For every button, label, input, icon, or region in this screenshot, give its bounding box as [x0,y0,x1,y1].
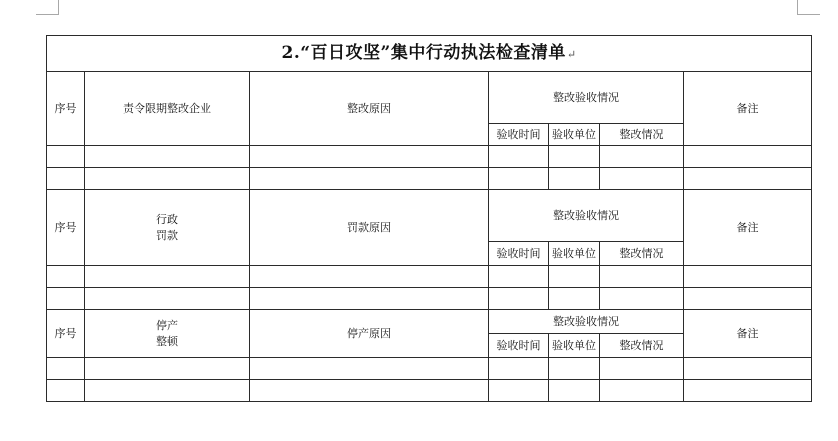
empty-cell[interactable] [600,380,684,402]
empty-cell[interactable] [85,380,250,402]
table-row [47,168,812,190]
empty-cell[interactable] [489,168,549,190]
empty-cell[interactable] [489,358,549,380]
rectify-reason-header-cell[interactable]: 整改原因 [250,72,489,146]
empty-cell[interactable] [549,380,600,402]
page-corner-mark-left-horizontal [36,14,59,15]
inspection-group-header-cell[interactable]: 整改验收情况 [489,190,684,242]
empty-cell[interactable] [549,146,600,168]
seq-header-cell[interactable]: 序号 [47,310,85,358]
acceptance-unit-header-cell[interactable]: 验收单位 [549,124,600,146]
table-row [47,380,812,402]
remarks-header-cell[interactable]: 备注 [684,190,812,266]
acceptance-unit-header-cell[interactable]: 验收单位 [549,242,600,266]
admin-fine-label-line1: 行政 [156,212,178,226]
empty-cell[interactable] [250,168,489,190]
empty-cell[interactable] [489,146,549,168]
empty-cell[interactable] [250,288,489,310]
empty-cell[interactable] [47,146,85,168]
document-title-cell[interactable] [47,36,812,72]
table-row [47,146,812,168]
empty-cell[interactable] [85,358,250,380]
rectify-status-header-cell[interactable]: 整改情况 [600,124,684,146]
remarks-header-cell[interactable]: 备注 [684,310,812,358]
admin-fine-label-line2: 罚款 [156,228,178,242]
empty-cell[interactable] [85,266,250,288]
remarks-header-cell[interactable]: 备注 [684,72,812,146]
empty-cell[interactable] [549,266,600,288]
table-row [47,288,812,310]
empty-cell[interactable] [600,288,684,310]
empty-cell[interactable] [47,168,85,190]
empty-cell[interactable] [250,358,489,380]
paragraph-mark-icon: ↵ [566,47,577,61]
inspection-group-header-cell[interactable]: 整改验收情况 [489,72,684,124]
section1-header-row [47,72,812,124]
page-corner-mark-left-vertical [58,0,59,14]
table-row [47,358,812,380]
empty-cell[interactable] [684,266,812,288]
empty-cell[interactable] [489,380,549,402]
rectify-enterprise-header-cell[interactable]: 责令限期整改企业 [85,72,250,146]
acceptance-time-header-cell[interactable]: 验收时间 [489,242,549,266]
empty-cell[interactable] [600,266,684,288]
suspension-header-cell[interactable] [85,310,250,358]
empty-cell[interactable] [47,380,85,402]
fine-reason-header-cell[interactable]: 罚款原因 [250,190,489,266]
page-corner-mark-right-vertical [797,0,798,14]
seq-header-cell[interactable]: 序号 [47,72,85,146]
empty-cell[interactable] [47,266,85,288]
rectify-status-header-cell[interactable]: 整改情况 [600,242,684,266]
empty-cell[interactable] [489,266,549,288]
empty-cell[interactable] [684,288,812,310]
empty-cell[interactable] [549,168,600,190]
title-row [47,36,812,72]
empty-cell[interactable] [250,380,489,402]
empty-cell[interactable] [85,168,250,190]
empty-cell[interactable] [250,146,489,168]
seq-header-cell[interactable]: 序号 [47,190,85,266]
empty-cell[interactable] [600,168,684,190]
inspection-group-header-cell[interactable]: 整改验收情况 [489,310,684,334]
empty-cell[interactable] [549,288,600,310]
empty-cell[interactable] [684,358,812,380]
rectify-status-header-cell[interactable]: 整改情况 [600,334,684,358]
empty-cell[interactable] [85,146,250,168]
empty-cell[interactable] [684,380,812,402]
section2-header-row [47,190,812,242]
admin-fine-header-cell[interactable] [85,190,250,266]
empty-cell[interactable] [47,358,85,380]
section3-header-row [47,310,812,334]
suspension-label-line2: 整顿 [156,334,178,348]
suspension-reason-header-cell[interactable]: 停产原因 [250,310,489,358]
inspection-checklist-table [46,35,812,402]
empty-cell[interactable] [549,358,600,380]
empty-cell[interactable] [600,358,684,380]
empty-cell[interactable] [600,146,684,168]
suspension-label-line1: 停产 [156,318,178,332]
empty-cell[interactable] [684,168,812,190]
empty-cell[interactable] [684,146,812,168]
table-row [47,266,812,288]
page-corner-mark-right-horizontal [797,14,820,15]
empty-cell[interactable] [47,288,85,310]
acceptance-time-header-cell[interactable]: 验收时间 [489,334,549,358]
document-title: 2.“百日攻坚”集中行动执法检查清单 [281,42,566,63]
empty-cell[interactable] [250,266,489,288]
acceptance-time-header-cell[interactable]: 验收时间 [489,124,549,146]
empty-cell[interactable] [85,288,250,310]
acceptance-unit-header-cell[interactable]: 验收单位 [549,334,600,358]
empty-cell[interactable] [489,288,549,310]
